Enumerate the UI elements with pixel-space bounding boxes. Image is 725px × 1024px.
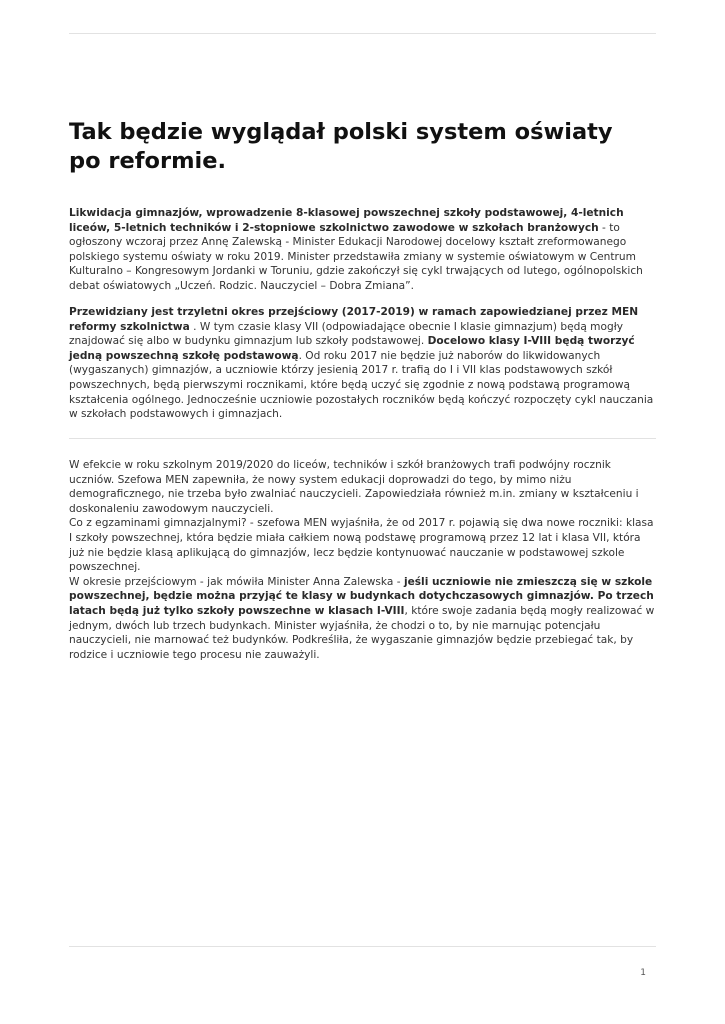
article-title: Tak będzie wyglądał polski system oświaty po reformie. [69, 119, 613, 174]
page-number: 1 [640, 968, 646, 978]
body-text: , które swoje zadania będą mogły realizować w jednym, dwóch lub trzech budynkach. Minister wyjaśniła, że chodzi o to, by nie marnując potencjału nauczycieli, nie marnować też budynków. Podkreśliła, że wygaszanie gimnazjów będzie przebiegać tak, by rodzice i uczniowie tego procesu nie zauważyli. [69, 604, 655, 661]
body-text: Co z egzaminami gimnazjalnymi? - szefowa MEN wyjaśniła, że od 2017 r. pojawią się dwa nowe roczniki: klasa I szkoły powszechnej, która będzie miała całkiem nową podstawę programową przez 12 lat i klasa VII, która już nie będzie klasą aplikującą do gimnazjów, lecz będzie kontynuować nauczanie w podstawowej szkole powszechnej. [69, 517, 654, 574]
footer-divider [69, 946, 656, 947]
body-text: . Od roku 2017 nie będzie już naborów do likwidowanych (wygaszanych) gimnazjów, a uczniowie którzy jesienią 2017 r. trafią do I i VII klas podstawowych szkół powszechnych, będą pierwszymi rocznikami, które będą uczyć się zgodnie z nową podstawą programową kształcenia ogólnego. Jednocześnie uczniowie pozostałych roczników będą kończyć rozpoczęty cykl nauczania w szkołach podstawowych i gimnazjach. [69, 349, 654, 421]
paragraph-intro [69, 206, 659, 294]
bold-text: jeśli uczniowie nie zmieszczą się w szkole powszechnej, będzie można przyjąć te klasy w budynkach dotychczasowych gimnazjów. Po trzech latach będą już tylko szkoły powszechne w klasach I-VIII [69, 575, 654, 617]
body-text: W efekcie w roku szkolnym 2019/2020 do liceów, techników i szkół branżowych trafi podwójny rocznik uczniów. Szefowa MEN zapewniła, że nowy system edukacji doprowadzi do tego, by mimo niżu demograficznego, nie trzeba było zwalniać nauczycieli. Zapowiedziała również m.in. zmiany w kształceniu i doskonaleniu zawodowym nauczycieli. [69, 459, 639, 515]
body-text: - to ogłoszony wczoraj przez Annę Zalewską - Minister Edukacji Narodowej docelowy kształt zreformowanego polskiego systemu oświaty w roku 2019. Minister przedstawiła zmiany w systemie oświatowym w Centrum Kulturalno – Kongresowym Jordanki w Toruniu, gdzie zakończył się cykl trwających od lutego, ogólnopolskich debat oświatowych „Uczeń. Rodzic. Nauczyciel – Dobra Zmiana”. [69, 221, 643, 292]
header-divider [69, 33, 656, 34]
paragraph-transition [69, 305, 659, 422]
bold-text: Likwidacja gimnazjów, wprowadzenie 8-klasowej powszechnej szkoły podstawowej, 4-letnich liceów, 5-letnich techników i 2-stopniowe szkolnictwo zawodowe w szkołach branżowych [69, 207, 624, 234]
bold-text: Docelowo klasy I-VIII będą tworzyć jedną powszechną szkołę podstawową [69, 335, 635, 362]
body-text: W okresie przejściowym - jak mówiła Minister Anna Zalewska - [69, 575, 404, 588]
paragraph-effects [69, 458, 659, 662]
bold-text: Przewidziany jest trzyletni okres przejściowy (2017-2019) w ramach zapowiedzianej przez MEN reformy szkolnictwa [69, 306, 639, 333]
section-divider [69, 438, 656, 439]
body-text: . W tym czasie klasy VII (odpowiadające obecnie I klasie gimnazjum) będą mogły znajdować się albo w budynku gimnazjum lub szkoły podstawowej. [69, 320, 623, 348]
